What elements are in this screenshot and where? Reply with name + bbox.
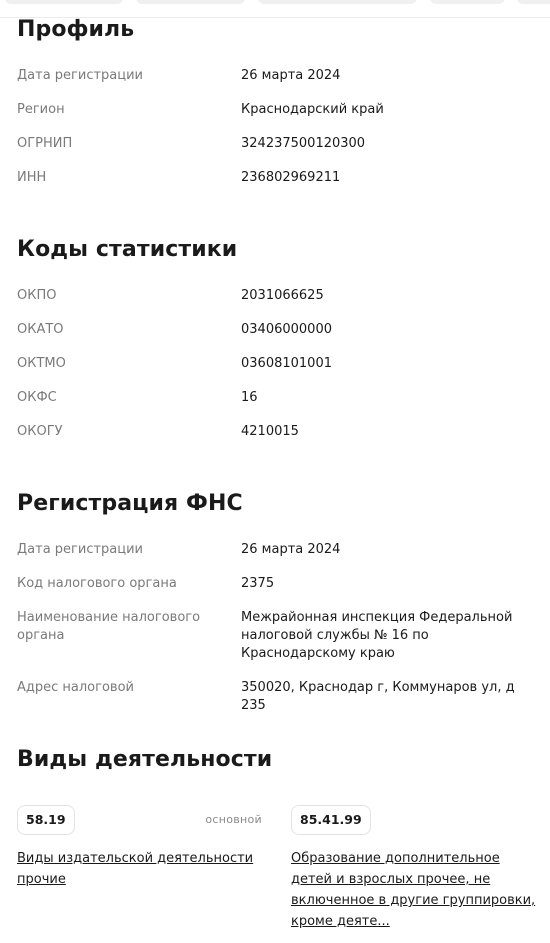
tab-chip[interactable] — [136, 0, 245, 4]
field-value: 324237500120300 — [241, 136, 366, 151]
field-value: Краснодарский край — [241, 102, 384, 117]
fns-title: Регистрация ФНС — [17, 491, 243, 516]
field-value: 16 — [241, 390, 258, 405]
profile-title: Профиль — [17, 17, 135, 42]
tab-chip[interactable] — [517, 0, 550, 4]
tab-chip[interactable] — [430, 0, 505, 4]
field-value: 2375 — [241, 576, 275, 591]
field-value: 03608101001 — [241, 356, 332, 371]
field-label: ИНН — [17, 170, 47, 185]
field-value: 350020, Краснодар г, Коммунаров ул, д 235 — [241, 680, 515, 713]
tab-chip[interactable] — [5, 0, 123, 4]
activity-card-secondary — [291, 805, 536, 932]
field-label: ОКФС — [17, 390, 57, 405]
field-label: ОКПО — [17, 288, 57, 303]
field-label: Дата регистрации — [17, 542, 144, 557]
field-label: Код налогового органа — [17, 576, 177, 591]
field-label: ОКОГУ — [17, 424, 63, 439]
activity-code-badge: 85.41.99 — [291, 805, 371, 835]
activity-link[interactable]: Образование дополнительное детей и взрослых прочее, не включенное в другие группировки, кроме деяте... — [291, 851, 536, 929]
main-activity-label: основной — [205, 813, 262, 826]
field-label: ОГРНИП — [17, 136, 73, 151]
field-label: ОКАТО — [17, 322, 64, 337]
field-label: Адрес налоговой — [17, 680, 134, 695]
field-value: Межрайонная инспекция Федеральной налоговой службы № 16 по Краснодарскому краю — [241, 610, 513, 661]
activity-card-main — [17, 805, 262, 890]
tab-chip[interactable] — [258, 0, 417, 4]
activities-title: Виды деятельности — [17, 747, 273, 772]
stats-title: Коды статистики — [17, 237, 238, 262]
field-label: Регион — [17, 102, 65, 117]
activity-code-badge: 58.19 — [17, 805, 75, 835]
field-value: 4210015 — [241, 424, 299, 439]
field-value: 236802969211 — [241, 170, 341, 185]
top-tab-bar — [0, 0, 550, 18]
field-value: 2031066625 — [241, 288, 324, 303]
field-value: 03406000000 — [241, 322, 332, 337]
field-label: ОКТМО — [17, 356, 66, 371]
activity-link[interactable]: Виды издательской деятельности прочие — [17, 851, 254, 887]
field-value: 26 марта 2024 — [241, 542, 341, 557]
field-label: Наименование налогового органа — [17, 610, 201, 643]
field-label: Дата регистрации — [17, 68, 144, 83]
field-value: 26 марта 2024 — [241, 68, 341, 83]
